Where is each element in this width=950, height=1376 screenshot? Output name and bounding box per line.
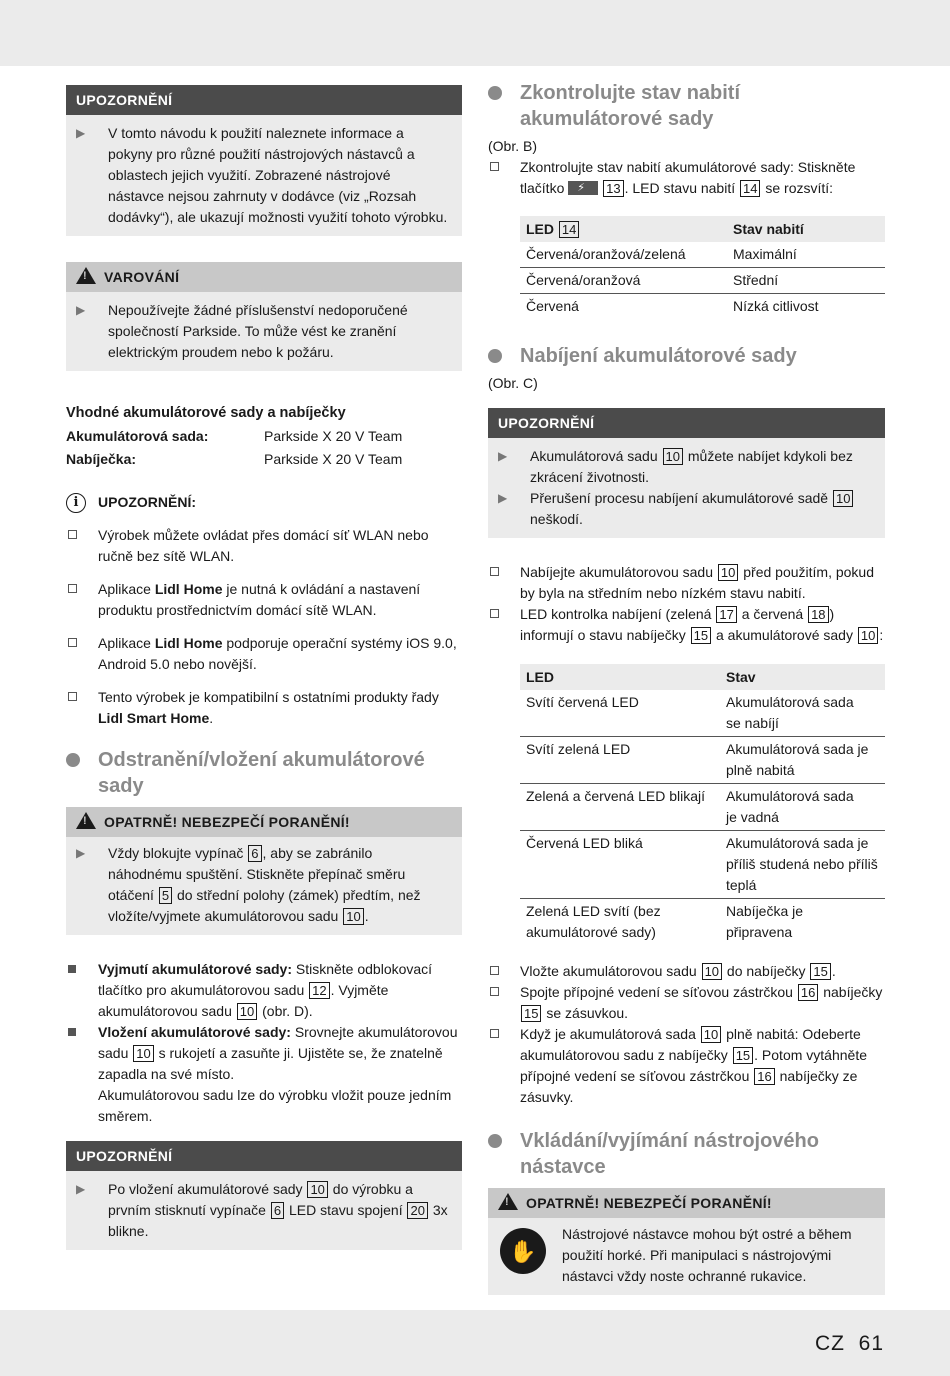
item-text: se rozsvítí: (761, 180, 834, 196)
info-heading (66, 492, 462, 513)
suitable-value: Parkside X 20 V Team (264, 451, 403, 467)
item-text: LED kontrolka nabíjení (zelená (520, 606, 716, 622)
ref-number: 10 (663, 448, 683, 465)
notice-text: 3x blikne. (108, 1202, 448, 1239)
item-text: Srovnejte akumulátorovou sadu (98, 1024, 458, 1061)
item-text: a červená (737, 606, 808, 622)
notice-item (76, 1179, 450, 1242)
table-cell: Střední (727, 268, 885, 294)
column-header: Stav nabití (727, 216, 885, 242)
column-header: Stav (720, 664, 885, 690)
checkbox-bullet-icon (488, 562, 520, 604)
ref-number: 10 (133, 1045, 153, 1062)
info-title: UPOZORNĚNÍ: (98, 494, 196, 510)
section-heading (488, 80, 885, 132)
item-bold: Vložení akumulátorové sady: (98, 1024, 291, 1040)
warning-item (76, 300, 450, 363)
ref-number: 10 (307, 1181, 327, 1198)
table-row (520, 737, 885, 784)
warning-header (66, 262, 462, 292)
ref-number: 6 (248, 845, 261, 862)
table-cell: Červená LED bliká (520, 831, 720, 899)
table-row (520, 899, 885, 946)
ref-number: 6 (271, 1202, 284, 1219)
checkbox-bullet-icon (66, 579, 98, 621)
notice-box (488, 408, 885, 538)
item-text: Vložte akumulátorovou sadu (520, 963, 701, 979)
table-cell: Akumulátorová sada je vadná (720, 784, 885, 831)
table-cell: Nízká citlivost (733, 298, 819, 314)
ref-number: 13 (603, 180, 623, 197)
ref-number: 5 (159, 887, 172, 904)
led-status-table (520, 664, 885, 945)
item-text: Když je akumulátorová sada (520, 1026, 700, 1042)
gloves-icon: ✋ (500, 1228, 546, 1274)
ref-number: 10 (833, 490, 853, 507)
item-text: Aplikace (98, 635, 155, 651)
item-text: se zásuvkou. (542, 1005, 629, 1021)
caution-header (66, 807, 462, 837)
arrow-right-icon: ▶ (498, 491, 508, 505)
ref-number: 14 (559, 221, 579, 238)
item-text: . Vyjměte akumulátorovou sadu (98, 982, 389, 1019)
ref-number: 20 (407, 1202, 427, 1219)
ref-number: 10 (701, 1026, 721, 1043)
item-text: a akumulátorové sady (712, 627, 857, 643)
item-text: je nutná k ovládání a nastavení produktu prostřednictvím domácí sítě WLAN. (98, 581, 421, 618)
notice-box (66, 85, 462, 236)
notice-text: Přerušení procesu nabíjení akumulátorové sadě (530, 490, 832, 506)
column-header: LED (526, 220, 554, 237)
figure-ref: (Obr. B) (488, 138, 538, 154)
steps-list (488, 961, 885, 1108)
list-item (488, 157, 885, 199)
suitable-heading: Vhodné akumulátorové sady a nabíječky (66, 405, 346, 421)
caution-text: Nástrojové nástavce mohou být ostré a během použití horké. Při manipulaci s nástrojovými nástavci vždy noste ochranné rukavice. (562, 1226, 852, 1284)
item-bold: Lidl Home (154, 635, 223, 651)
square-bullet-icon (66, 959, 98, 1022)
ref-number: 15 (733, 1047, 753, 1064)
warning-text: Nepoužívejte žádné příslušenství nedoporučené společností Parkside. To může vést ke zranění elektrickým proudem nebo k požáru. (108, 302, 408, 360)
arrow-right-icon: ▶ (76, 1182, 86, 1196)
checkbox-bullet-icon (488, 1024, 520, 1108)
ref-number: 15 (691, 627, 711, 644)
notice-text: Akumulátorová sadu (530, 448, 662, 464)
ref-number: 18 (808, 606, 828, 623)
item-text: nabíječky (819, 984, 883, 1000)
notice-text: neškodí. (530, 511, 583, 527)
caution-header (488, 1188, 885, 1218)
ref-number: 10 (858, 627, 878, 644)
warning-triangle-icon (76, 812, 96, 829)
item-text: . Potom vytáhněte přípojné vedení se síťovou zástrčkou (520, 1047, 867, 1084)
page-number (815, 1330, 884, 1358)
table-header (520, 216, 885, 242)
list-item (488, 961, 885, 982)
caution-title: OPATRNĚ! NEBEZPEČÍ PORANĚNÍ! (104, 814, 350, 830)
ref-number: 10 (718, 564, 738, 581)
arrow-right-icon: ▶ (498, 449, 508, 463)
warning-title: VAROVÁNÍ (104, 269, 180, 285)
page-lang: CZ (814, 1332, 845, 1355)
item-text: Tento výrobek je kompatibilní s ostatními produkty řady (98, 689, 439, 705)
ref-number: 15 (810, 963, 830, 980)
ref-number: 10 (343, 908, 363, 925)
item-bold: Lidl Home (154, 581, 223, 597)
battery-button-icon (568, 181, 598, 195)
notice-box (66, 1141, 462, 1250)
item-text: . LED stavu nabití (624, 180, 740, 196)
notice-text: můžete nabíjet kdykoli bez zkrácení životnosti. (530, 448, 853, 485)
list-item (488, 1024, 885, 1108)
table-row (520, 242, 885, 268)
ref-number: 17 (716, 606, 736, 623)
table-row (520, 831, 885, 899)
item-text: Výrobek můžete ovládat přes domácí síť WLAN nebo ručně bez sítě WLAN. (98, 527, 429, 564)
list-item (488, 982, 885, 1024)
item-text: nabíječky ze zásuvky. (520, 1068, 858, 1105)
caution-title: OPATRNĚ! NEBEZPEČÍ PORANĚNÍ! (526, 1195, 772, 1211)
ref-number: 10 (237, 1003, 257, 1020)
item-text: Akumulátorovou sadu lze do výrobku vložit pouze jedním směrem. (98, 1087, 452, 1124)
info-icon: i (66, 493, 86, 513)
suitable-label: Nabíječka: (66, 451, 137, 467)
section-title: Odstranění/vložení akumulátorové sady (98, 749, 425, 797)
table-row (520, 294, 885, 320)
notice-item (498, 488, 873, 530)
table-row (520, 268, 885, 294)
caution-box (488, 1188, 885, 1295)
suitable-value: Parkside X 20 V Team (264, 428, 403, 444)
ref-number: 12 (309, 982, 329, 999)
section-heading (488, 1128, 885, 1180)
caution-text: do střední polohy (zámek) předtím, než vložíte/vyjmete akumulátorovou sadu (108, 887, 421, 924)
ref-number: 16 (754, 1068, 774, 1085)
warning-triangle-icon (498, 1193, 518, 1210)
ref-number: 16 (798, 984, 818, 1001)
column-header: LED (520, 664, 720, 690)
table-cell: Nabíječka je připravena (726, 903, 804, 940)
section-title: Nabíjení akumulátorové sady (520, 345, 797, 367)
table-header (520, 664, 885, 690)
figure-ref: (Obr. C) (488, 375, 538, 391)
list-item (66, 959, 462, 1022)
item-text: . (209, 710, 214, 726)
caution-text: , aby se zabránilo náhodnému spuštění. Stiskněte přepínač směru otáčení (108, 845, 406, 903)
notice-title: UPOZORNĚNÍ (66, 1141, 462, 1171)
notice-text: Po vložení akumulátorové sady (108, 1181, 307, 1197)
notice-title: UPOZORNĚNÍ (488, 408, 885, 438)
left-column (66, 80, 462, 1250)
list-item (488, 562, 885, 604)
caution-text: Vždy blokujte vypínač (108, 845, 248, 861)
item-text: Aplikace (98, 581, 155, 597)
table-cell: Akumulátorová sada se nabíjí (720, 690, 885, 737)
warning-triangle-icon (76, 267, 96, 284)
notice-text: V tomto návodu k použití naleznete informace a pokyny pro různé použití nástrojových nástavců a oblastech jejich využití. Zobrazené nástrojové nástavce nejsou zahrnuty v dodávce (viz „Rozsah dodávky“), ale ukazují možnosti využití tohoto výrobku. (108, 125, 448, 225)
suitable-row (66, 449, 462, 470)
table-cell: Svítí zelená LED (520, 737, 720, 784)
table-cell: Maximální (727, 242, 885, 268)
section-heading (66, 747, 462, 799)
table-cell: Červená/oranžová/zelená (520, 242, 727, 268)
notice-text: LED stavu spojení (285, 1202, 407, 1218)
notice-item (76, 123, 450, 228)
item-text: Nabíjejte akumulátorovou sadu (520, 564, 717, 580)
table-cell: Zelená LED svítí (bez akumulátorové sady) (526, 903, 661, 940)
section-heading (488, 343, 885, 369)
list-item (66, 579, 462, 621)
square-bullet-icon (66, 1022, 98, 1127)
item-text: Spojte přípojné vedení se síťovou zástrčkou (520, 984, 797, 1000)
item-text: (obr. D). (258, 1003, 313, 1019)
list-item (66, 687, 462, 729)
checkbox-bullet-icon (66, 525, 98, 567)
caution-text: . (364, 908, 369, 924)
checkbox-bullet-icon (488, 961, 520, 982)
item-text: do nabíječky (723, 963, 810, 979)
item-text: . (831, 963, 836, 979)
page-num: 61 (858, 1332, 884, 1355)
item-text: před použitím, pokud by byla na středním nebo nízkém stavu nabití. (520, 564, 875, 601)
right-column (488, 80, 885, 1295)
table-cell: Svítí červená LED (520, 690, 720, 737)
item-text: plně nabitá: Odeberte akumulátorovou sadu z nabíječky (520, 1026, 861, 1063)
list-item (66, 1022, 462, 1127)
arrow-right-icon: ▶ (76, 126, 86, 140)
table-row (520, 690, 885, 737)
item-text: s rukojetí a zasuňte ji. Ujistěte se, že znatelně zapadla na své místo. (98, 1045, 443, 1082)
notice-text: do výrobku a prvním stisknutí vypínače (108, 1181, 413, 1218)
item-text: Stiskněte odblokovací tlačítko pro akumulátorovou sadu (98, 961, 433, 998)
checkbox-bullet-icon (488, 982, 520, 1024)
item-text: : (879, 627, 884, 643)
table-cell: Zelená a červená LED blikají (520, 784, 720, 831)
charge-state-table (520, 216, 885, 319)
item-bold: Vyjmutí akumulátorové sady: (98, 961, 292, 977)
checkbox-bullet-icon (488, 604, 520, 646)
caution-box (66, 807, 462, 935)
section-dot-icon (66, 753, 80, 767)
section-title: Vkládání/vyjímání nástrojového nástavce (520, 1130, 819, 1178)
table-cell: Červená/oranžová (520, 268, 727, 294)
table-cell: Akumulátorová sada je příliš studená nebo příliš teplá (720, 831, 885, 899)
checkbox-bullet-icon (66, 633, 98, 675)
list-item (488, 604, 885, 646)
ref-number: 15 (521, 1005, 541, 1022)
instruction-list (66, 959, 462, 1127)
section-dot-icon (488, 86, 502, 100)
ref-number: 10 (702, 963, 722, 980)
notice-title: UPOZORNĚNÍ (66, 85, 462, 115)
charging-list (488, 562, 885, 646)
table-row (520, 784, 885, 831)
item-text: Zkontrolujte stav nabití akumulátorové sady: Stiskněte tlačítko (520, 159, 856, 196)
section-title: Zkontrolujte stav nabití akumulátorové sady (520, 82, 741, 130)
table-cell: Akumulátorová sada je plně nabitá (720, 737, 885, 784)
caution-item (76, 843, 450, 927)
table-cell: Červená (526, 298, 579, 314)
bottom-band (0, 1310, 950, 1376)
item-text: ) informují o stavu nabíječky (520, 606, 835, 643)
item-bold: Lidl Smart Home (98, 710, 210, 726)
top-band (0, 0, 950, 66)
warning-box (66, 262, 462, 371)
notice-item (498, 446, 873, 488)
list-item (66, 633, 462, 675)
suitable-row (66, 426, 462, 447)
item-text: podporuje operační systémy iOS 9.0, Android 5.0 nebo novější. (98, 635, 457, 672)
info-list (66, 525, 462, 729)
ref-number: 14 (740, 180, 760, 197)
section-dot-icon (488, 349, 502, 363)
arrow-right-icon: ▶ (76, 303, 86, 317)
list-item (66, 525, 462, 567)
suitable-label: Akumulátorová sada: (66, 428, 209, 444)
checkbox-bullet-icon (66, 687, 98, 729)
checkbox-bullet-icon (488, 157, 520, 199)
section-dot-icon (488, 1134, 502, 1148)
arrow-right-icon: ▶ (76, 846, 86, 860)
